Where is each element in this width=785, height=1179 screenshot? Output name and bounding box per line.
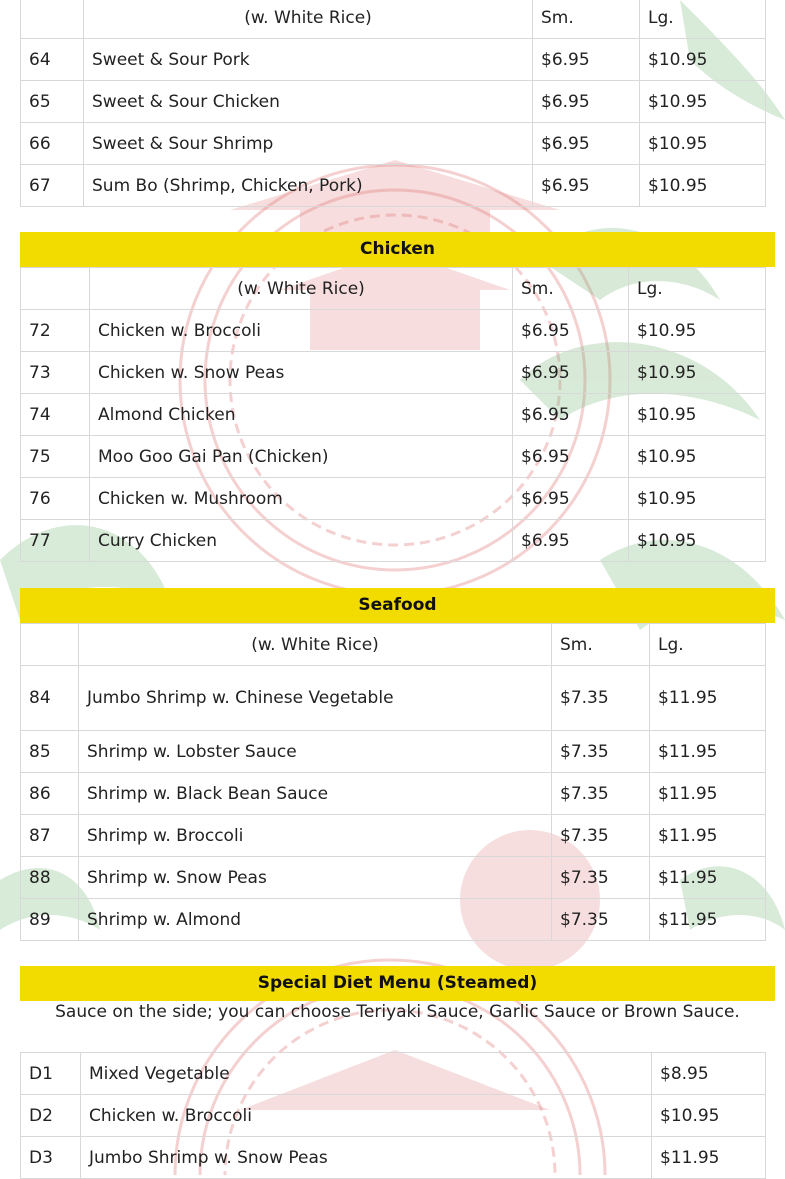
item-name: Mixed Vegetable xyxy=(81,1053,652,1095)
table-row xyxy=(21,394,766,436)
item-number: 89 xyxy=(21,899,79,941)
large-size-header: Lg. xyxy=(640,0,766,39)
item-name: Shrimp w. Lobster Sauce xyxy=(79,731,552,773)
item-name: Sweet & Sour Chicken xyxy=(84,81,533,123)
large-price: $11.95 xyxy=(650,857,766,899)
diet-table xyxy=(20,1052,766,1179)
large-price: $10.95 xyxy=(629,436,766,478)
item-name: Curry Chicken xyxy=(90,520,513,562)
item-number: 67 xyxy=(21,165,84,207)
large-size-header: Lg. xyxy=(629,268,766,310)
item-number: D3 xyxy=(21,1137,81,1179)
item-number: 74 xyxy=(21,394,90,436)
table-row xyxy=(21,165,766,207)
large-price: $10.95 xyxy=(629,394,766,436)
price: $8.95 xyxy=(652,1053,766,1095)
item-number: 77 xyxy=(21,520,90,562)
table-row xyxy=(21,773,766,815)
table-row xyxy=(21,352,766,394)
item-name: Chicken w. Mushroom xyxy=(90,478,513,520)
large-price: $10.95 xyxy=(640,81,766,123)
item-number: 87 xyxy=(21,815,79,857)
item-name: Shrimp w. Snow Peas xyxy=(79,857,552,899)
item-number-header xyxy=(21,268,90,310)
large-price: $11.95 xyxy=(650,899,766,941)
large-size-header: Lg. xyxy=(650,624,766,666)
item-name: Chicken w. Broccoli xyxy=(90,310,513,352)
table-subheader-row xyxy=(21,624,766,666)
small-size-header: Sm. xyxy=(552,624,650,666)
item-number: 64 xyxy=(21,39,84,81)
table-row xyxy=(21,731,766,773)
rice-note: (w. White Rice) xyxy=(90,268,513,310)
item-name: Jumbo Shrimp w. Snow Peas xyxy=(81,1137,652,1179)
item-name: Chicken w. Snow Peas xyxy=(90,352,513,394)
item-name: Sweet & Sour Pork xyxy=(84,39,533,81)
seafood-table xyxy=(20,623,766,941)
item-name: Moo Goo Gai Pan (Chicken) xyxy=(90,436,513,478)
small-price: $6.95 xyxy=(513,436,629,478)
small-price: $6.95 xyxy=(533,39,640,81)
rice-note: (w. White Rice) xyxy=(79,624,552,666)
item-name: Sum Bo (Shrimp, Chicken, Pork) xyxy=(84,165,533,207)
small-price: $7.35 xyxy=(552,857,650,899)
item-number: 75 xyxy=(21,436,90,478)
item-number: 73 xyxy=(21,352,90,394)
large-price: $11.95 xyxy=(650,815,766,857)
item-number: D1 xyxy=(21,1053,81,1095)
large-price: $10.95 xyxy=(629,352,766,394)
table-subheader-row xyxy=(21,0,766,39)
small-price: $6.95 xyxy=(513,394,629,436)
item-number: 66 xyxy=(21,123,84,165)
price: $10.95 xyxy=(652,1095,766,1137)
small-price: $6.95 xyxy=(533,81,640,123)
large-price: $10.95 xyxy=(640,123,766,165)
item-number: 72 xyxy=(21,310,90,352)
item-number: 65 xyxy=(21,81,84,123)
large-price: $11.95 xyxy=(650,731,766,773)
table-row xyxy=(21,1137,766,1179)
table-row xyxy=(21,899,766,941)
large-price: $10.95 xyxy=(629,310,766,352)
item-number: 76 xyxy=(21,478,90,520)
small-price: $6.95 xyxy=(533,165,640,207)
small-price: $7.35 xyxy=(552,666,650,731)
small-size-header: Sm. xyxy=(533,0,640,39)
small-price: $6.95 xyxy=(513,310,629,352)
table-row xyxy=(21,1095,766,1137)
item-name: Shrimp w. Black Bean Sauce xyxy=(79,773,552,815)
small-price: $6.95 xyxy=(513,352,629,394)
seafood-section-header: Seafood xyxy=(20,588,775,623)
chicken-table xyxy=(20,267,766,562)
small-price: $7.35 xyxy=(552,731,650,773)
item-number: 85 xyxy=(21,731,79,773)
item-name: Shrimp w. Almond xyxy=(79,899,552,941)
table-row xyxy=(21,857,766,899)
price: $11.95 xyxy=(652,1137,766,1179)
small-price: $6.95 xyxy=(513,520,629,562)
item-name: Almond Chicken xyxy=(90,394,513,436)
item-name: Chicken w. Broccoli xyxy=(81,1095,652,1137)
large-price: $10.95 xyxy=(640,39,766,81)
large-price: $11.95 xyxy=(650,666,766,731)
table-row xyxy=(21,1053,766,1095)
diet-section-header: Special Diet Menu (Steamed) xyxy=(20,966,775,1001)
item-name: Shrimp w. Broccoli xyxy=(79,815,552,857)
table-row xyxy=(21,666,766,731)
large-price: $10.95 xyxy=(640,165,766,207)
small-price: $6.95 xyxy=(513,478,629,520)
item-number-header xyxy=(21,0,84,39)
small-price: $7.35 xyxy=(552,773,650,815)
table-row xyxy=(21,81,766,123)
table-row xyxy=(21,123,766,165)
item-number: 88 xyxy=(21,857,79,899)
table-subheader-row xyxy=(21,268,766,310)
item-number: 86 xyxy=(21,773,79,815)
table-row xyxy=(21,478,766,520)
small-price: $7.35 xyxy=(552,899,650,941)
large-price: $10.95 xyxy=(629,520,766,562)
table-row xyxy=(21,39,766,81)
table-row xyxy=(21,815,766,857)
large-price: $11.95 xyxy=(650,773,766,815)
item-name: Sweet & Sour Shrimp xyxy=(84,123,533,165)
small-size-header: Sm. xyxy=(513,268,629,310)
item-number: 84 xyxy=(21,666,79,731)
small-price: $6.95 xyxy=(533,123,640,165)
item-number: D2 xyxy=(21,1095,81,1137)
table-row xyxy=(21,310,766,352)
chicken-section-header: Chicken xyxy=(20,232,775,267)
rice-note: (w. White Rice) xyxy=(84,0,533,39)
table-row xyxy=(21,520,766,562)
item-number-header xyxy=(21,624,79,666)
sweet-sour-table xyxy=(20,0,766,207)
large-price: $10.95 xyxy=(629,478,766,520)
table-row xyxy=(21,436,766,478)
item-name: Jumbo Shrimp w. Chinese Vegetable xyxy=(79,666,552,731)
sauce-note: Sauce on the side; you can choose Teriyaki Sauce, Garlic Sauce or Brown Sauce. xyxy=(55,1002,740,1022)
small-price: $7.35 xyxy=(552,815,650,857)
